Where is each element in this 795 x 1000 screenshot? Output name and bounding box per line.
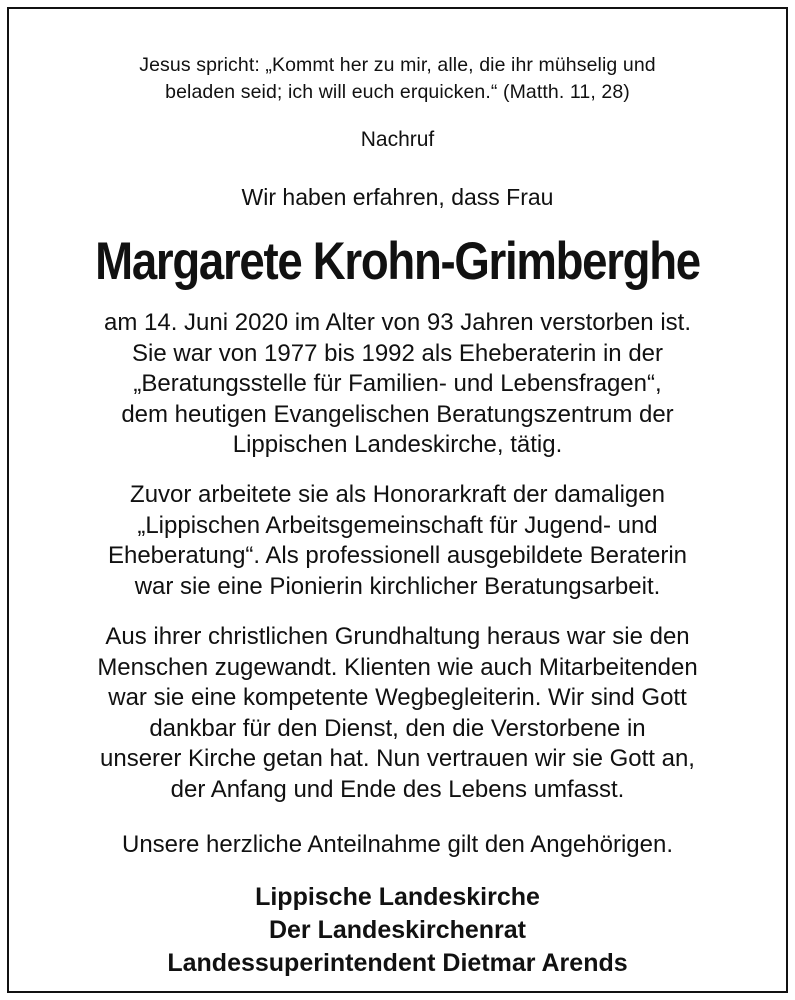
paragraph-line: dankbar für den Dienst, den die Verstorbene in [149,714,646,742]
quote-line: beladen seid; ich will euch erquicken.“ (Matth. 11, 28) [165,81,630,103]
paragraph-death-notice [23,308,772,461]
paragraph-line: am 14. Juni 2020 im Alter von 93 Jahren verstorben ist. [104,309,691,336]
paragraph-line: Sie war von 1977 bis 1992 als Eheberaterin in der [132,339,663,367]
paragraph-line: unserer Kirche getan hat. Nun vertrauen wir sie Gott an, [100,745,695,772]
paragraph-condolence [23,830,772,861]
paragraph-line: der Anfang und Ende des Lebens umfasst. [170,775,625,803]
paragraph-line: „Lippischen Arbeitsgemeinschaft für Jugend- und [137,511,658,539]
obituary-content [23,23,772,977]
paragraph-line: Unsere herzliche Anteilnahme gilt den Angehörigen. [121,831,674,858]
paragraph-line: Aus ihrer christlichen Grundhaltung heraus war sie den [105,623,690,650]
signature-line: Lippische Landeskirche [255,883,540,911]
paragraph-line: Eheberatung“. Als professionell ausgebildete Beraterin [107,542,688,569]
obituary-heading: Nachruf [360,128,435,151]
paragraph-tribute [23,622,772,805]
signature-block [23,881,772,980]
paragraph-line: Lippischen Landeskirche, tätig. [232,431,563,458]
intro-text: Wir haben erfahren, dass Frau [241,184,554,210]
obituary-frame [7,7,788,993]
deceased-name: Margarete Krohn-Grimberghe [95,232,700,291]
paragraph-line: Zuvor arbeitete sie als Honorarkraft der damaligen [130,481,665,508]
paragraph-line: war sie eine kompetente Wegbegleiterin. Wir sind Gott [108,684,687,711]
paragraph-line: „Beratungsstelle für Familien- und Lebensfragen“, [133,370,662,397]
quote-line: Jesus spricht: „Kommt her zu mir, alle, die ihr mühselig und [139,54,656,76]
bible-quote [23,52,772,106]
paragraph-line: war sie eine Pionierin kirchlicher Beratungsarbeit. [134,572,661,600]
paragraph-career [23,480,772,602]
signature-line: Der Landeskirchenrat [268,916,527,944]
paragraph-line: Menschen zugewandt. Klienten wie auch Mitarbeitenden [97,653,698,681]
signature-line: Landessuperintendent Dietmar Arends [167,949,628,977]
paragraph-line: dem heutigen Evangelischen Beratungszentrum der [121,400,674,428]
